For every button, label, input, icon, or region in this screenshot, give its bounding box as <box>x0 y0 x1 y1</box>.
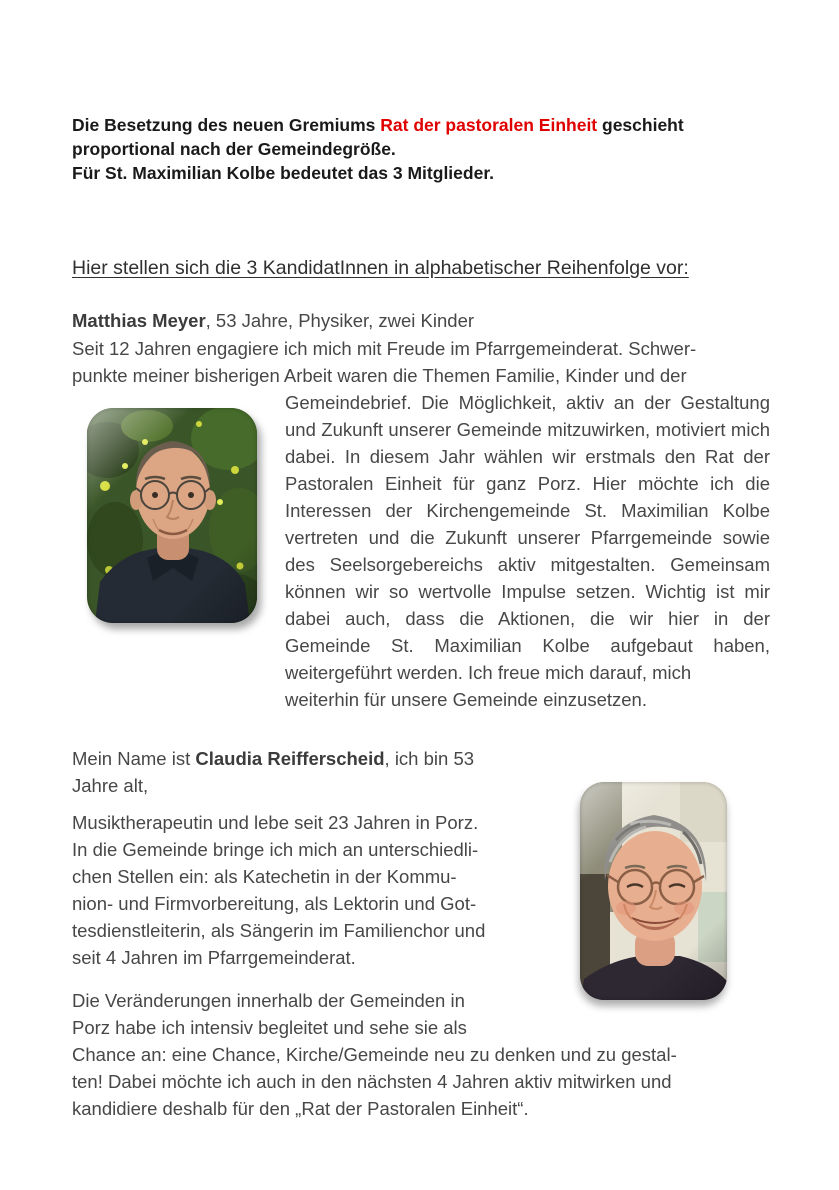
candidate-1-lead-paragraph: Seit 12 Jahren engagiere ich mich mit Freude im Pfarrgemeinderat. Schwer- punkte meiner bisherigen Arbeit waren die Themen Familie, Kinder und der <box>72 338 697 386</box>
intro-line-2: proportional nach der Gemeindegröße. <box>72 139 396 159</box>
candidate-1-photo-text-row <box>72 389 770 713</box>
candidate-1-body-column <box>285 389 770 713</box>
candidate-2-intro-post: , ich bin 53 <box>384 748 475 769</box>
candidate-1-body: Gemeindebrief. Die Möglichkeit, aktiv an der Gestaltung und Zukunft unserer Gemeinde mitzuwirken, motiviert mich dabei. In diesem Jahr wählen wir erstmals den Rat der Pastoralen Einheit für ganz Porz. Hier möchte ich die Interessen der Kirchengemeinde St. Maximilian Kolbe vertreten und die Zukunft unserer Pfarrgemeinde sowie des Seelsorgebereichs aktiv mitgestalten. Gemeinsam können wir so wertvolle Impulse setzen. Wichtig ist mir dabei auch, dass die Aktionen, die wir hier in der Gemeinde St. Maximilian Kolbe aufgebaut haben, weitergeführt werden. Ich freue mich darauf, mich <box>285 392 770 683</box>
candidate-2-name: Claudia Reifferscheid <box>195 748 385 769</box>
candidate-2-intro <box>72 745 577 799</box>
intro-text-pre: Die Besetzung des neuen Gremiums <box>72 115 381 135</box>
intro-highlight-red: Rat der pastoralen Einheit <box>380 115 598 135</box>
claudia-reifferscheid-portrait-graphic <box>580 782 727 1000</box>
intro-text-post: geschieht <box>597 115 684 135</box>
matthias-meyer-portrait-graphic <box>87 408 257 623</box>
claudia-reifferscheid-photo <box>580 782 727 1000</box>
intro-line-1 <box>72 113 770 137</box>
candidate-1-body-tail: weiterhin für unsere Gemeinde einzusetzen. <box>285 689 647 710</box>
candidate-2-intro-pre: Mein Name ist <box>72 748 196 769</box>
intro-line-3: Für St. Maximilian Kolbe bedeutet das 3 Mitglieder. <box>72 163 495 183</box>
candidate-2-closing: Die Veränderungen innerhalb der Gemeinden in Porz habe ich intensiv begleitet und sehe sie als Chance an: eine Chance, Kirche/Gemeinde neu zu denken und zu gestal- ten! Dabei möchte ich auch in den nächsten 4 Jahren aktiv mitwirken und kandidiere deshalb für den „Rat der Pastoralen Einheit“. <box>72 990 677 1119</box>
candidate-1-details: , 53 Jahre, Physiker, zwei Kinder <box>205 310 475 331</box>
candidate-2-body: Musiktherapeutin und lebe seit 23 Jahren in Porz. In die Gemeinde bringe ich mich an unterschiedli- chen Stellen ein: als Katechetin in der Kommu- nion- und Firmvorbereitung, als Lektorin und Got- tesdienstleiterin, als Sängerin im Familienchor und seit 4 Jahren im Pfarrgemeinderat. <box>72 812 486 968</box>
candidate-1-name-line <box>72 307 770 334</box>
candidate-2-intro-line2: Jahre alt, <box>72 775 149 796</box>
section-heading: Hier stellen sich die 3 KandidatInnen in alphabetischer Reihenfolge vor: <box>72 257 689 279</box>
candidate-matthias-section <box>72 307 770 713</box>
matthias-meyer-photo <box>87 408 257 623</box>
intro-paragraph <box>72 113 770 185</box>
candidate-1-name: Matthias Meyer <box>72 310 206 331</box>
